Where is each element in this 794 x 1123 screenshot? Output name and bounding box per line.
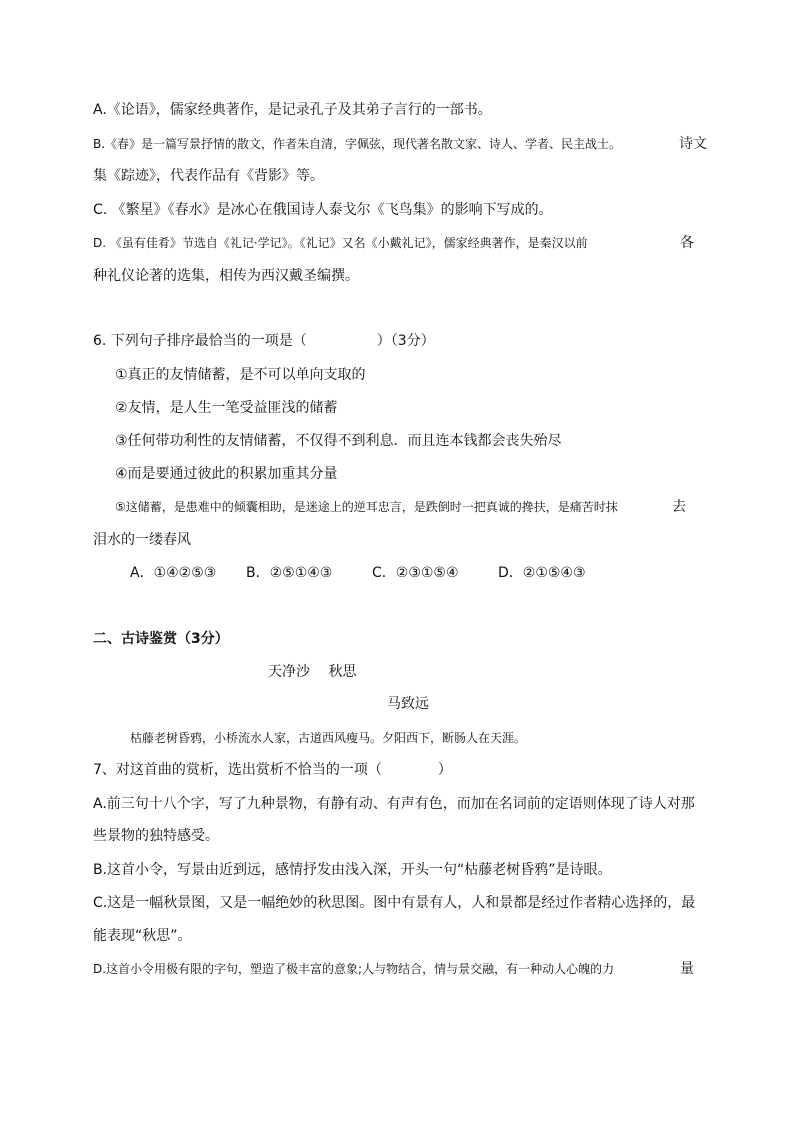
question-7-stem: 7、对这首曲的赏析，选出赏析不恰当的一项（ ） bbox=[93, 762, 452, 778]
question-7-option-c-line1: C.这是一幅秋景图，又是一幅绝妙的秋思图。图中有景有人，人和景都是经过作者精心选择的，最 bbox=[93, 895, 696, 911]
sentence-5-line1-end: 去 bbox=[672, 499, 686, 515]
option-d-liji-line2: 种礼仪论著的选集，相传为西汉戴圣编撰。 bbox=[93, 268, 359, 284]
question-7-option-d-line1: D.这首小令用极有限的字句，塑造了极丰富的意象;人与物结合，情与景交融，有一种动人心魄的力 bbox=[93, 962, 615, 976]
question-7-option-a-line2: 些景物的独特感受。 bbox=[93, 828, 219, 844]
question-6-option-c: C．②③①⑤④ bbox=[372, 565, 459, 581]
option-b-chun-line2: 集《踪迹》，代表作品有《背影》等。 bbox=[93, 168, 324, 184]
sentence-2: ②友情，是人生一笔受益匪浅的储蓄 bbox=[115, 400, 338, 416]
question-6-option-a: A．①④②⑤③ bbox=[130, 565, 217, 581]
option-c-fanxing: C. 《繁星》《春水》是冰心在俄国诗人泰戈尔《飞鸟集》的影响下写成的。 bbox=[93, 202, 553, 218]
option-b-chun-line1-end: 诗文 bbox=[679, 136, 707, 152]
poem-title: 天净沙 秋思 bbox=[268, 664, 357, 680]
question-6-option-d: D．②①⑤④③ bbox=[498, 565, 586, 581]
question-7-option-d-line1-end: 量 bbox=[680, 961, 694, 977]
section-two-heading: 二、古诗鉴赏（3分） bbox=[93, 631, 229, 647]
option-d-liji-line1-end: 各 bbox=[680, 235, 694, 251]
option-d-liji-line1: D. 《虽有佳肴》节选自《礼记·学记》。《礼记》又名《小戴礼记》，儒家经典著作，是秦汉以前 bbox=[93, 236, 588, 250]
question-6-option-b: B．②⑤①④③ bbox=[246, 565, 333, 581]
sentence-4: ④而是要通过彼此的积累加重其分量 bbox=[115, 466, 338, 482]
poem-text: 枯藤老树昏鸦，小桥流水人家，古道西风瘦马。夕阳西下，断肠人在天涯。 bbox=[130, 731, 527, 745]
sentence-5-line1: ⑤这储蓄，是患难中的倾囊相助，是迷途上的逆耳忠言，是跌倒时一把真诚的搀扶，是痛苦时抹 bbox=[115, 500, 618, 514]
poem-author: 马致远 bbox=[387, 696, 429, 712]
sentence-1: ①真正的友情储蓄，是不可以单向支取的 bbox=[115, 367, 366, 383]
question-6-stem: 6. 下列句子排序最恰当的一项是（ ）（3分） bbox=[93, 333, 435, 349]
option-b-chun-line1: B.《春》是一篇写景抒情的散文，作者朱自清，字佩弦，现代著名散文家、诗人、学者、民主战士。 bbox=[93, 137, 622, 151]
question-7-option-b: B.这首小令，写景由近到远，感情抒发由浅入深，开头一句“枯藤老树昏鸦”是诗眼。 bbox=[93, 862, 612, 878]
question-7-option-c-line2: 能表现“秋思”。 bbox=[93, 928, 192, 944]
sentence-3: ③任何带功利性的友情储蓄，不仅得不到利息．而且连本钱都会丧失殆尽 bbox=[115, 433, 562, 449]
sentence-5-line2: 泪水的一缕春风 bbox=[93, 532, 191, 548]
question-7-option-a-line1: A.前三句十八个字，写了九种景物，有静有动、有声有色，而加在名词前的定语则体现了诗人对那 bbox=[93, 796, 695, 812]
option-a-lunyu: A.《论语》，儒家经典著作，是记录孔子及其弟子言行的一部书。 bbox=[93, 102, 492, 118]
